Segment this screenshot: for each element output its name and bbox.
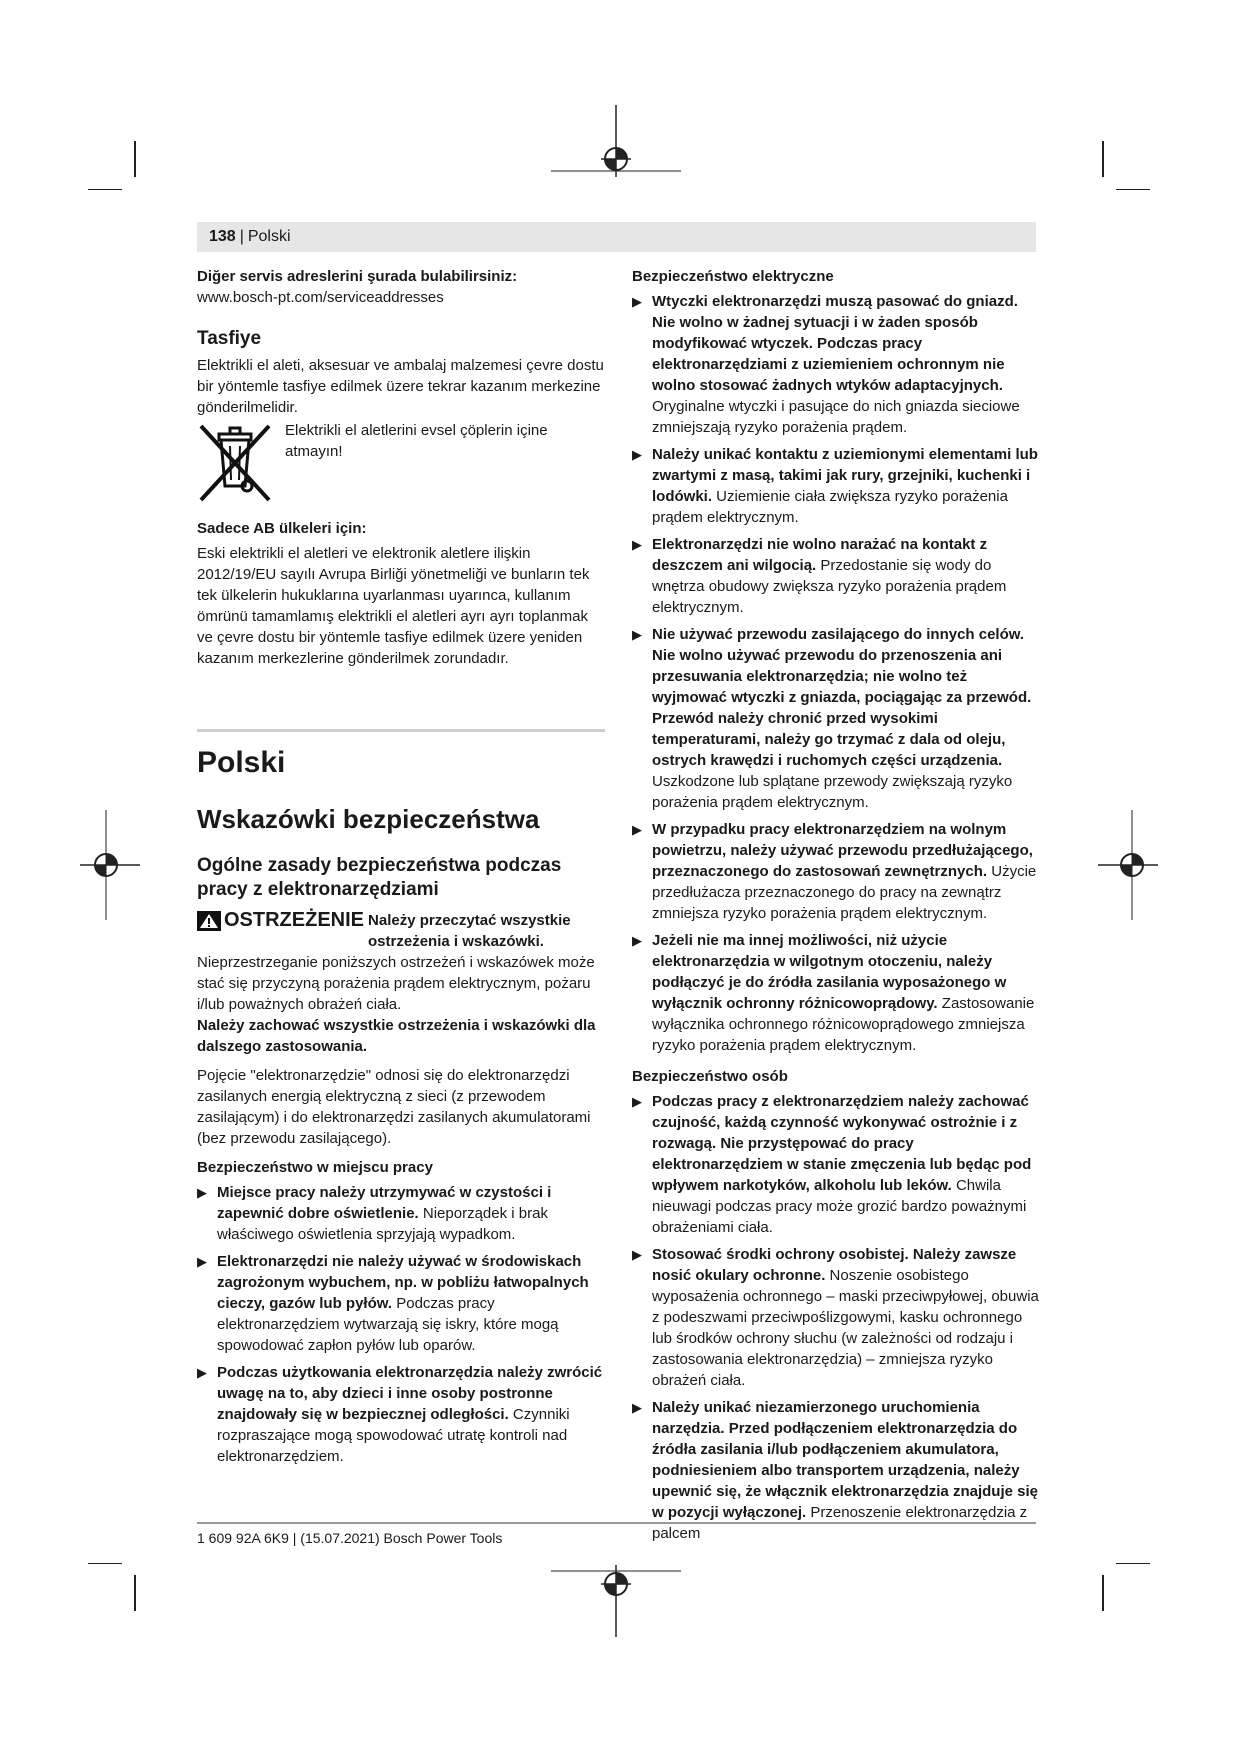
item-bold: Stosować środki ochrony osobistej. Należy zawsze nosić okulary ochronne. [652, 1246, 1017, 1284]
left-column [197, 266, 605, 1473]
term-definition: Pojęcie "elektronarzędzie" odnosi się do elektronarzędzi zasilanych energią elektryczną z sieci (z przewodem zasilającym) i do elektronarzędzi zasilanych akumulatorami (bez przewodu zasilającego). [197, 1067, 591, 1147]
item-bold: Wtyczki elektronarzędzi muszą pasować do gniazd. Nie wolno w żadnej sytuacji i w żaden sposób modyfikować wtyczek. Podczas pracy elektronarzędziami z uziemieniem ochronnym nie wolno stosować żadnych wtyków adaptacyjnych. [652, 293, 1018, 394]
item-bold: Elektronarzędzi nie należy używać w środowiskach zagrożonym wybuchem, np. w pobliżu łatwopalnych cieczy, gazów lub pyłów. [217, 1253, 589, 1312]
tasfiye-text: Elektrikli el aleti, aksesuar ve ambalaj malzemesi çevre dostu bir yöntemle tasfiye edilmek üzere tekrar kazanım merkezine gönderilmelidir. [197, 357, 604, 416]
bullet-arrow-icon: ▶ [632, 294, 642, 309]
bullet-arrow-icon: ▶ [197, 1185, 207, 1200]
service-url: www.bosch-pt.com/serviceaddresses [197, 289, 444, 306]
registration-mark-icon [1098, 810, 1158, 920]
persons-list [632, 1091, 1040, 1544]
bullet-arrow-icon: ▶ [197, 1254, 207, 1269]
safety-heading: Wskazówki bezpieczeństwa [197, 804, 540, 834]
crop-mark [1116, 189, 1150, 190]
item-bold: Jeżeli nie ma innej możliwości, niż użycie elektronarzędzia w wilgotnym otoczeniu, należy podłączyć je do źródła zasilania wyposażonego w wyłącznik ochronny różnicowoprądowy. [652, 932, 1007, 1012]
bullet-arrow-icon: ▶ [632, 822, 642, 837]
warning-label [197, 910, 364, 931]
item-text: Podczas pracy elektronarzędziem wytwarzają się iskry, które mogą spowodować zapłon pyłów lub oparów. [217, 1295, 559, 1354]
list-item [197, 1362, 605, 1467]
crop-mark [1102, 141, 1104, 177]
crop-mark [134, 141, 136, 177]
item-text: Przenoszenie elektronarzędzia z palcem [652, 1504, 1028, 1542]
list-item [632, 291, 1040, 438]
tasfiye-heading: Tasfiye [197, 328, 262, 349]
warning-label-text: OSTRZEŻENIE [224, 909, 365, 931]
item-bold: Nie używać przewodu zasilającego do innych celów. Nie wolno używać przewodu do przenoszenia ani przesuwania elektronarzędzia; nie wolno też wyjmować wtyczki z gniazda, pociągając za przewód. Przewód należy chronić przed wysokimi temperaturami, należy go trzymać z dala od oleju, ostrych krawędzi i ruchomych części urządzenia. [652, 626, 1032, 769]
warning-text: Nieprzestrzeganie poniższych ostrzeżeń i wskazówek może stać się przyczyną porażenia prądem elektrycznym, pożaru i/lub poważnych obrażeń ciała. [197, 954, 595, 1013]
warning-block [197, 910, 605, 952]
item-text: Uziemienie ciała zwiększa ryzyko porażenia prądem elektrycznym. [652, 488, 1008, 526]
list-item [632, 819, 1040, 924]
item-text: Chwila nieuwagi podczas pracy może grozić bardzo poważnymi obrażeniami ciała. [652, 1177, 1027, 1236]
bullet-arrow-icon: ▶ [632, 627, 642, 642]
list-item [632, 1244, 1040, 1391]
item-bold: Należy unikać kontaktu z uziemionymi elementami lub zwartymi z masą, takimi jak rury, grzejniki, kuchenki i lodówki. [652, 446, 1038, 505]
item-text: Nieporządek i brak właściwego oświetlenia sprzyjają wypadkom. [217, 1205, 548, 1243]
list-item [632, 444, 1040, 528]
bullet-arrow-icon: ▶ [632, 1094, 642, 1109]
weee-block [197, 420, 605, 504]
electrical-list [632, 291, 1040, 1056]
registration-mark-icon [551, 1565, 681, 1645]
item-bold: W przypadku pracy elektronarzędziem na wolnym powietrzu, należy używać przewodu przedłużającego, przeznaczonego do zastosowań zewnętrznych. [652, 821, 1033, 880]
crop-mark [88, 189, 122, 190]
header-separator: | [239, 228, 244, 245]
crossed-out-bin-icon [197, 420, 275, 504]
item-text: Zastosowanie wyłącznika ochronnego różnicowoprądowego zmniejsza ryzyko porażenia prądem elektrycznym. [652, 995, 1035, 1054]
electrical-heading: Bezpieczeństwo elektryczne [632, 268, 834, 285]
item-text: Noszenie osobistego wyposażenia ochronnego – maski przeciwpyłowej, obuwia z podeszwami przeciwpoślizgowymi, kasku ochronnego lub środków ochrony słuchu (w zależności od rodzaju i zastosowania elektronarzędzia) – zmniejsza ryzyko obrażeń ciała. [652, 1267, 1039, 1389]
registration-mark-icon [80, 810, 140, 920]
workplace-list [197, 1182, 605, 1467]
crop-mark [1116, 1563, 1150, 1564]
section-divider [197, 729, 605, 732]
eu-heading: Sadece AB ülkeleri için: [197, 520, 367, 537]
item-text: Oryginalne wtyczki i pasujące do nich gniazda sieciowe zmniejszają ryzyko porażenia prądem. [652, 398, 1020, 436]
footer-rule [197, 1522, 1036, 1524]
list-item [632, 624, 1040, 813]
warning-triangle-icon [197, 911, 221, 931]
item-bold: Podczas użytkowania elektronarzędzia należy zwrócić uwagę na to, aby dzieci i inne osoby postronne znajdowały się w bezpiecznej odległości. [217, 1364, 603, 1423]
list-item [632, 1091, 1040, 1238]
item-text: Uszkodzone lub splątane przewody zwiększają ryzyko porażenia prądem elektrycznym. [652, 773, 1013, 811]
list-item [632, 930, 1040, 1056]
warning-bold: Należy przeczytać wszystkie ostrzeżenia i wskazówki. [368, 912, 571, 950]
item-bold: Należy unikać niezamierzonego uruchomienia narzędzia. Przed podłączeniem elektronarzędzia do źródła zasilania i/lub podłączeniem akumulatora, podniesieniem albo transportem urządzenia, należy upewnić się, że włącznik elektronarzędzia znajduje się w pozycji wyłączonej. [652, 1399, 1038, 1521]
item-text: Czynniki rozpraszające mogą spowodować utratę kontroli nad elektronarzędziem. [217, 1406, 570, 1465]
item-bold: Miejsce pracy należy utrzymywać w czystości i zapewnić dobre oświetlenie. [217, 1184, 552, 1222]
weee-text: Elektrikli el aletlerini evsel çöplerin içine atmayın! [285, 422, 548, 460]
page-footer: 1 609 92A 6K9 | (15.07.2021) Bosch Power Tools [197, 1530, 503, 1546]
bullet-arrow-icon: ▶ [632, 1247, 642, 1262]
workplace-heading: Bezpieczeństwo w miejscu pracy [197, 1159, 433, 1176]
polski-heading: Polski [197, 746, 286, 779]
bullet-arrow-icon: ▶ [632, 537, 642, 552]
eu-text: Eski elektrikli el aletleri ve elektronik aletlere ilişkin 2012/19/EU sayılı Avrupa Birliği yönetmeliği ve bunların tek tek ülkelerin hukuklarına uyarlanması uyarınca, kullanım ömrünü tamamlamış elektrikli el aletleri ayrı ayrı toplanmak ve çevre dostu bir yöntemle tasfiye edilmek üzere yeniden kazanım merkezlerine gönderilmek zorundadır. [197, 545, 590, 667]
right-column [632, 266, 1040, 1550]
bullet-arrow-icon: ▶ [197, 1365, 207, 1380]
page-number: 138 [209, 228, 236, 245]
list-item [632, 534, 1040, 618]
crop-mark [88, 1563, 122, 1564]
general-heading: Ogólne zasady bezpieczeństwa podczas pracy z elektronarzędziami [197, 855, 562, 900]
keep-instructions: Należy zachować wszystkie ostrzeżenia i wskazówki dla dalszego zastosowania. [197, 1017, 596, 1055]
page-header [197, 222, 1036, 252]
item-text: Użycie przedłużacza przeznaczonego do pracy na zewnątrz zmniejsza ryzyko porażenia prądem elektrycznym. [652, 863, 1037, 922]
crop-mark [134, 1575, 136, 1611]
list-item [197, 1251, 605, 1356]
list-item [197, 1182, 605, 1245]
item-bold: Elektronarzędzi nie wolno narażać na kontakt z deszczem ani wilgocią. [652, 536, 988, 574]
header-language: Polski [247, 228, 291, 245]
registration-mark-icon [551, 105, 681, 185]
bullet-arrow-icon: ▶ [632, 447, 642, 462]
item-text: Przedostanie się wody do wnętrza obudowy zwiększa ryzyko porażenia prądem elektrycznym. [652, 557, 1007, 616]
bullet-arrow-icon: ▶ [632, 933, 642, 948]
crop-mark [1102, 1575, 1104, 1611]
service-title: Diğer servis adreslerini şurada bulabilirsiniz: [197, 268, 518, 285]
bullet-arrow-icon: ▶ [632, 1400, 642, 1415]
persons-heading: Bezpieczeństwo osób [632, 1068, 788, 1085]
item-bold: Podczas pracy z elektronarzędziem należy zachować czujność, każdą czynność wykonywać ostrożnie i z rozwagą. Nie przystępować do pracy elektronarzędziem w stanie zmęczenia lub będąc pod wpływem narkotyków, alkoholu lub leków. [652, 1093, 1032, 1194]
